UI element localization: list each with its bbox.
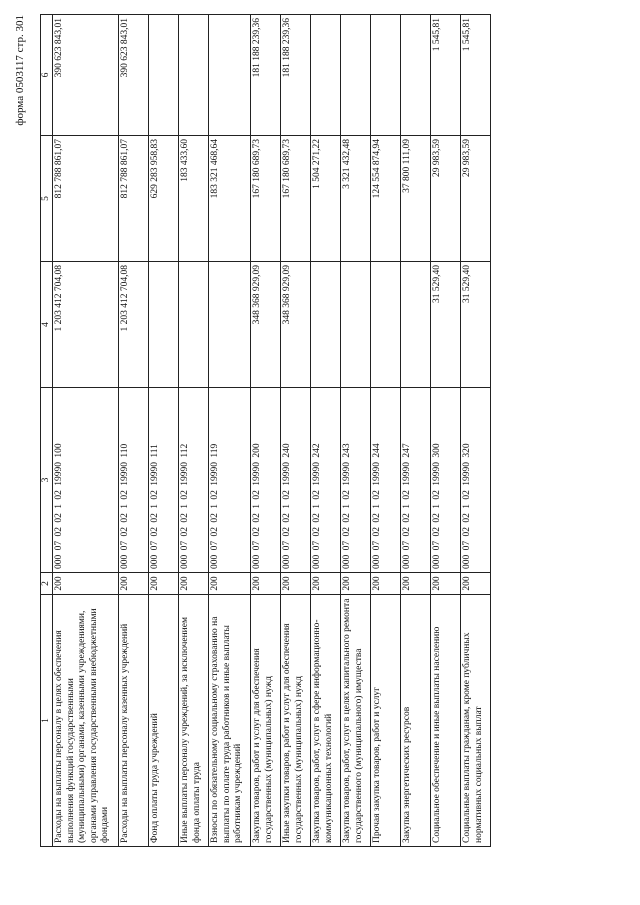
row-budget-code: 000 07 02 02 1 02 19990 300 bbox=[431, 388, 461, 573]
row-budget-code: 000 07 02 02 1 02 19990 100 bbox=[53, 388, 119, 573]
row-line-code: 200 bbox=[371, 573, 401, 595]
row-line-code: 200 bbox=[341, 573, 371, 595]
row-value-col6 bbox=[179, 15, 209, 136]
table-row bbox=[431, 15, 461, 847]
table-row bbox=[281, 15, 311, 847]
header-row bbox=[41, 15, 53, 847]
row-value-col4 bbox=[371, 262, 401, 388]
header-col-2: 2 bbox=[41, 573, 53, 595]
table-row bbox=[461, 15, 491, 847]
row-name: Закупка товаров, работ и услуг для обеспечения государственных (муниципальных) нужд bbox=[251, 595, 281, 847]
row-value-col5: 29 983,59 bbox=[431, 136, 461, 262]
row-value-col5: 629 283 958,83 bbox=[149, 136, 179, 262]
table-row bbox=[371, 15, 401, 847]
row-budget-code: 000 07 02 02 1 02 19990 247 bbox=[401, 388, 431, 573]
row-value-col6: 181 188 239,36 bbox=[281, 15, 311, 136]
row-line-code: 200 bbox=[179, 573, 209, 595]
row-value-col4: 348 368 929,09 bbox=[251, 262, 281, 388]
row-value-col4: 31 529,40 bbox=[431, 262, 461, 388]
table-row bbox=[119, 15, 149, 847]
table-row bbox=[179, 15, 209, 847]
row-value-col5: 3 321 432,48 bbox=[341, 136, 371, 262]
row-value-col6: 1 545,81 bbox=[461, 15, 491, 136]
row-name: Взносы по обязательному социальному страхованию на выплаты по оплате труда работников и иные выплаты работникам учреждений bbox=[209, 595, 251, 847]
row-line-code: 200 bbox=[431, 573, 461, 595]
row-value-col4: 1 203 412 704,08 bbox=[53, 262, 119, 388]
header-col-1: 1 bbox=[41, 595, 53, 847]
row-budget-code: 000 07 02 02 1 02 19990 320 bbox=[461, 388, 491, 573]
row-value-col6: 1 545,81 bbox=[431, 15, 461, 136]
row-budget-code: 000 07 02 02 1 02 19990 243 bbox=[341, 388, 371, 573]
row-line-code: 200 bbox=[461, 573, 491, 595]
row-value-col6 bbox=[149, 15, 179, 136]
row-line-code: 200 bbox=[209, 573, 251, 595]
row-budget-code: 000 07 02 02 1 02 19990 119 bbox=[209, 388, 251, 573]
row-name: Прочая закупка товаров, работ и услуг bbox=[371, 595, 401, 847]
row-value-col5: 37 800 111,09 bbox=[401, 136, 431, 262]
row-name: Фонд оплаты труда учреждений bbox=[149, 595, 179, 847]
row-value-col4 bbox=[311, 262, 341, 388]
row-name: Закупка товаров, работ, услуг в сфере информационно-коммуникационных технологий bbox=[311, 595, 341, 847]
table-row bbox=[341, 15, 371, 847]
row-budget-code: 000 07 02 02 1 02 19990 242 bbox=[311, 388, 341, 573]
header-col-5: 5 bbox=[41, 136, 53, 262]
row-value-col6: 181 188 239,36 bbox=[251, 15, 281, 136]
row-value-col6 bbox=[401, 15, 431, 136]
table-row bbox=[401, 15, 431, 847]
table-row bbox=[149, 15, 179, 847]
report-table bbox=[40, 14, 491, 847]
row-value-col5: 1 504 271,22 bbox=[311, 136, 341, 262]
row-line-code: 200 bbox=[53, 573, 119, 595]
row-name: Закупка энергетических ресурсов bbox=[401, 595, 431, 847]
table-row bbox=[53, 15, 119, 847]
row-value-col6: 390 623 843,01 bbox=[53, 15, 119, 136]
row-budget-code: 000 07 02 02 1 02 19990 200 bbox=[251, 388, 281, 573]
row-value-col6: 390 623 843,01 bbox=[119, 15, 149, 136]
row-value-col5: 167 180 689,73 bbox=[251, 136, 281, 262]
row-line-code: 200 bbox=[251, 573, 281, 595]
row-value-col4 bbox=[209, 262, 251, 388]
row-value-col4 bbox=[341, 262, 371, 388]
table-row bbox=[209, 15, 251, 847]
row-value-col4: 31 529,40 bbox=[461, 262, 491, 388]
row-line-code: 200 bbox=[119, 573, 149, 595]
table-row bbox=[251, 15, 281, 847]
table-row bbox=[311, 15, 341, 847]
row-value-col4 bbox=[149, 262, 179, 388]
row-value-col5: 183 433,60 bbox=[179, 136, 209, 262]
header-col-4: 4 bbox=[41, 262, 53, 388]
row-name: Иные закупки товаров, работ и услуг для обеспечения государственных (муниципальных) нужд bbox=[281, 595, 311, 847]
row-value-col5: 812 788 861,07 bbox=[53, 136, 119, 262]
row-name: Социальное обеспечение и иные выплаты населению bbox=[431, 595, 461, 847]
row-name: Иные выплаты персоналу учреждений, за исключением фонда оплаты труда bbox=[179, 595, 209, 847]
row-value-col4 bbox=[401, 262, 431, 388]
row-value-col5: 167 180 689,73 bbox=[281, 136, 311, 262]
row-name: Закупка товаров, работ, услуг в целях капитального ремонта государственного (муниципального) имущества bbox=[341, 595, 371, 847]
row-value-col5: 124 554 874,94 bbox=[371, 136, 401, 262]
row-budget-code: 000 07 02 02 1 02 19990 112 bbox=[179, 388, 209, 573]
row-value-col6 bbox=[341, 15, 371, 136]
row-value-col5: 812 788 861,07 bbox=[119, 136, 149, 262]
row-line-code: 200 bbox=[281, 573, 311, 595]
row-value-col4: 1 203 412 704,08 bbox=[119, 262, 149, 388]
header-col-6: 6 bbox=[41, 15, 53, 136]
row-budget-code: 000 07 02 02 1 02 19990 240 bbox=[281, 388, 311, 573]
row-line-code: 200 bbox=[311, 573, 341, 595]
row-value-col4 bbox=[179, 262, 209, 388]
row-value-col6 bbox=[209, 15, 251, 136]
row-value-col5: 183 321 468,64 bbox=[209, 136, 251, 262]
row-value-col6 bbox=[311, 15, 341, 136]
row-name: Расходы на выплаты персоналу казенных учреждений bbox=[119, 595, 149, 847]
row-name: Расходы на выплаты персоналу в целях обеспечения выполнения функций государственными (муниципальными) органами, казенными учреждениями, органами управления государственными внебюджетными фондами bbox=[53, 595, 119, 847]
form-label: форма 0503117 стр. 301 bbox=[14, 15, 26, 126]
row-budget-code: 000 07 02 02 1 02 19990 110 bbox=[119, 388, 149, 573]
row-value-col4: 348 368 929,09 bbox=[281, 262, 311, 388]
row-value-col5: 29 983,59 bbox=[461, 136, 491, 262]
header-col-3: 3 bbox=[41, 388, 53, 573]
row-budget-code: 000 07 02 02 1 02 19990 244 bbox=[371, 388, 401, 573]
row-line-code: 200 bbox=[401, 573, 431, 595]
row-name: Социальные выплаты гражданам, кроме публичных нормативных социальных выплат bbox=[461, 595, 491, 847]
row-budget-code: 000 07 02 02 1 02 19990 111 bbox=[149, 388, 179, 573]
row-line-code: 200 bbox=[149, 573, 179, 595]
row-value-col6 bbox=[371, 15, 401, 136]
